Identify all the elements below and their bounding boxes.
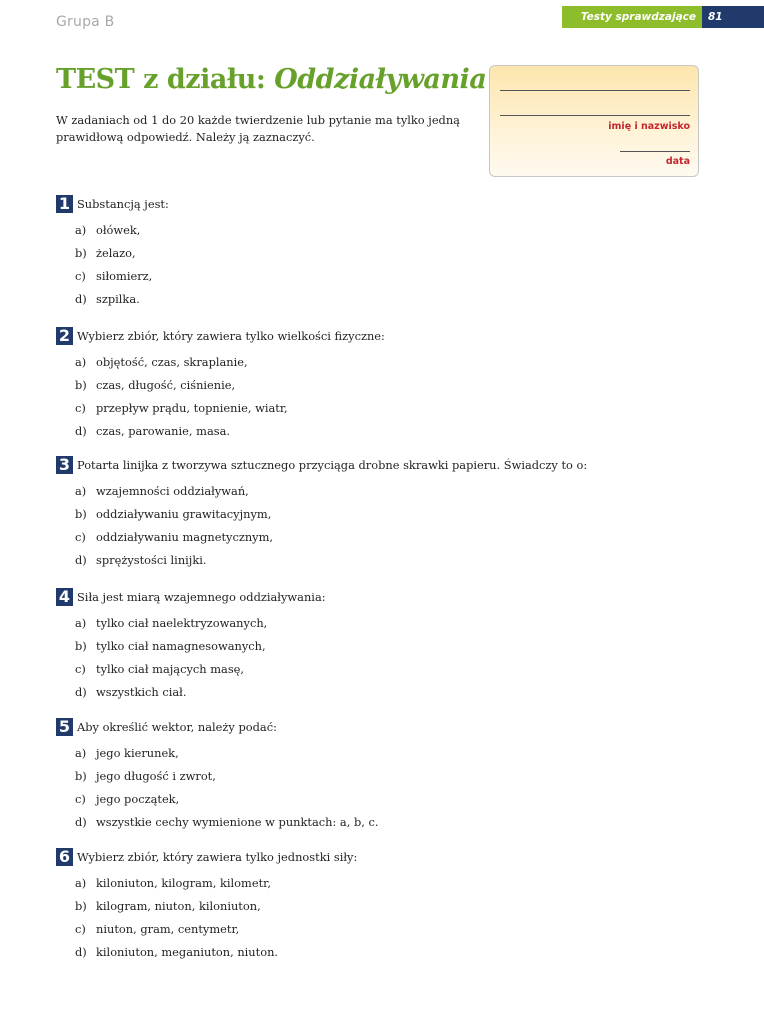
question-number: 4 [56, 588, 73, 606]
answer-letter: a) [75, 355, 87, 369]
answer-letter: d) [75, 815, 87, 829]
answer-text: wszystkich ciał. [96, 685, 187, 699]
answer-text: oddziaływaniu grawitacyjnym, [96, 507, 272, 521]
answer-letter: b) [75, 507, 87, 521]
answer-option[interactable] [75, 223, 140, 237]
answer-text: jego długość i zwrot, [96, 769, 216, 783]
answer-option[interactable] [75, 401, 288, 415]
answer-text: sprężystości linijki. [96, 553, 207, 567]
answer-option[interactable] [75, 685, 186, 699]
name-date-box [489, 65, 699, 177]
answer-letter: d) [75, 945, 87, 959]
answer-text: żelazo, [96, 246, 136, 260]
question-number: 5 [56, 718, 73, 736]
question-2 [56, 326, 385, 438]
question-text: Wybierz zbiór, który zawiera tylko wielkości fizyczne: [77, 329, 385, 343]
answer-letter: b) [75, 899, 87, 913]
page-title [56, 64, 486, 95]
answer-option[interactable] [75, 246, 136, 260]
answer-option[interactable] [75, 424, 230, 438]
answer-letter: c) [75, 792, 86, 806]
answer-letter: c) [75, 922, 86, 936]
question-text: Aby określić wektor, należy podać: [77, 720, 277, 734]
title-topic: Oddziaływania [274, 64, 487, 95]
instructions: W zadaniach od 1 do 20 każde twierdzenie lub pytanie ma tylko jedną prawidłową odpowiedź. Należy ją zaznaczyć. [56, 113, 460, 144]
answer-letter: c) [75, 662, 86, 676]
name-label: imię i nazwisko [608, 121, 690, 132]
answer-option[interactable] [75, 662, 244, 676]
answer-text: czas, długość, ciśnienie, [96, 378, 236, 392]
answer-letter: c) [75, 530, 86, 544]
answer-text: kiloniuton, meganiuton, niuton. [96, 945, 279, 959]
name-line-top[interactable] [500, 90, 690, 91]
answer-option[interactable] [75, 269, 152, 283]
question-5 [56, 717, 379, 829]
answer-option[interactable] [75, 355, 248, 369]
answer-text: niuton, gram, centymetr, [96, 922, 240, 936]
answer-letter: a) [75, 223, 87, 237]
answer-option[interactable] [75, 945, 278, 959]
date-label: data [665, 156, 690, 167]
name-line[interactable] [500, 115, 690, 116]
answer-letter: d) [75, 292, 87, 306]
answer-text: oddziaływaniu magnetycznym, [96, 530, 274, 544]
answer-text: tylko ciał naelektryzowanych, [96, 616, 268, 630]
answer-option[interactable] [75, 746, 179, 760]
answer-option[interactable] [75, 792, 179, 806]
answer-text: ołówek, [96, 223, 141, 237]
question-number: 2 [56, 327, 73, 345]
answer-option[interactable] [75, 484, 249, 498]
answer-letter: b) [75, 639, 87, 653]
answer-text: objętość, czas, skraplanie, [96, 355, 248, 369]
question-text: Wybierz zbiór, który zawiera tylko jednostki siły: [77, 850, 358, 864]
question-text: Substancją jest: [77, 197, 169, 211]
answer-text: tylko ciał namagnesowanych, [96, 639, 266, 653]
answer-text: wzajemności oddziaływań, [96, 484, 249, 498]
question-3 [56, 455, 588, 567]
answer-text: kilogram, niuton, kiloniuton, [96, 899, 261, 913]
answer-text: siłomierz, [96, 269, 153, 283]
answer-letter: a) [75, 876, 87, 890]
answer-letter: a) [75, 484, 87, 498]
answer-text: szpilka. [96, 292, 140, 306]
answer-letter: a) [75, 746, 87, 760]
answer-letter: d) [75, 553, 87, 567]
question-number: 3 [56, 456, 73, 474]
question-4 [56, 587, 326, 699]
answer-letter: a) [75, 616, 87, 630]
question-number: 1 [56, 195, 73, 213]
answer-text: jego kierunek, [96, 746, 179, 760]
answer-option[interactable] [75, 815, 379, 829]
answer-option[interactable] [75, 378, 235, 392]
answer-letter: b) [75, 769, 87, 783]
answer-option[interactable] [75, 530, 273, 544]
title-prefix: TEST z działu: [56, 64, 266, 95]
answer-option[interactable] [75, 616, 267, 630]
page-number: 81 [702, 6, 764, 28]
answer-text: tylko ciał mających masę, [96, 662, 245, 676]
answer-option[interactable] [75, 769, 216, 783]
answer-letter: c) [75, 401, 86, 415]
question-text: Potarta linijka z tworzywa sztucznego przyciąga drobne skrawki papieru. Świadczy to o: [77, 458, 588, 472]
group-label: Grupa B [56, 14, 115, 30]
question-text: Siła jest miarą wzajemnego oddziaływania: [77, 590, 326, 604]
answer-text: czas, parowanie, masa. [96, 424, 230, 438]
answer-letter: b) [75, 246, 87, 260]
answer-text: wszystkie cechy wymienione w punktach: a, b, c. [96, 815, 379, 829]
answer-text: przepływ prądu, topnienie, wiatr, [96, 401, 288, 415]
answer-option[interactable] [75, 507, 271, 521]
section-tag: Testy sprawdzające [562, 6, 702, 28]
answer-option[interactable] [75, 553, 207, 567]
date-line[interactable] [620, 151, 690, 152]
answer-option[interactable] [75, 876, 271, 890]
answer-letter: c) [75, 269, 86, 283]
answer-letter: d) [75, 685, 87, 699]
answer-option[interactable] [75, 292, 140, 306]
question-6 [56, 847, 358, 959]
answer-option[interactable] [75, 899, 261, 913]
answer-text: kiloniuton, kilogram, kilometr, [96, 876, 271, 890]
answer-letter: b) [75, 378, 87, 392]
answer-letter: d) [75, 424, 87, 438]
answer-text: jego początek, [96, 792, 180, 806]
header-bar [562, 6, 764, 28]
answer-option[interactable] [75, 922, 239, 936]
question-1 [56, 194, 169, 306]
question-number: 6 [56, 848, 73, 866]
answer-option[interactable] [75, 639, 266, 653]
